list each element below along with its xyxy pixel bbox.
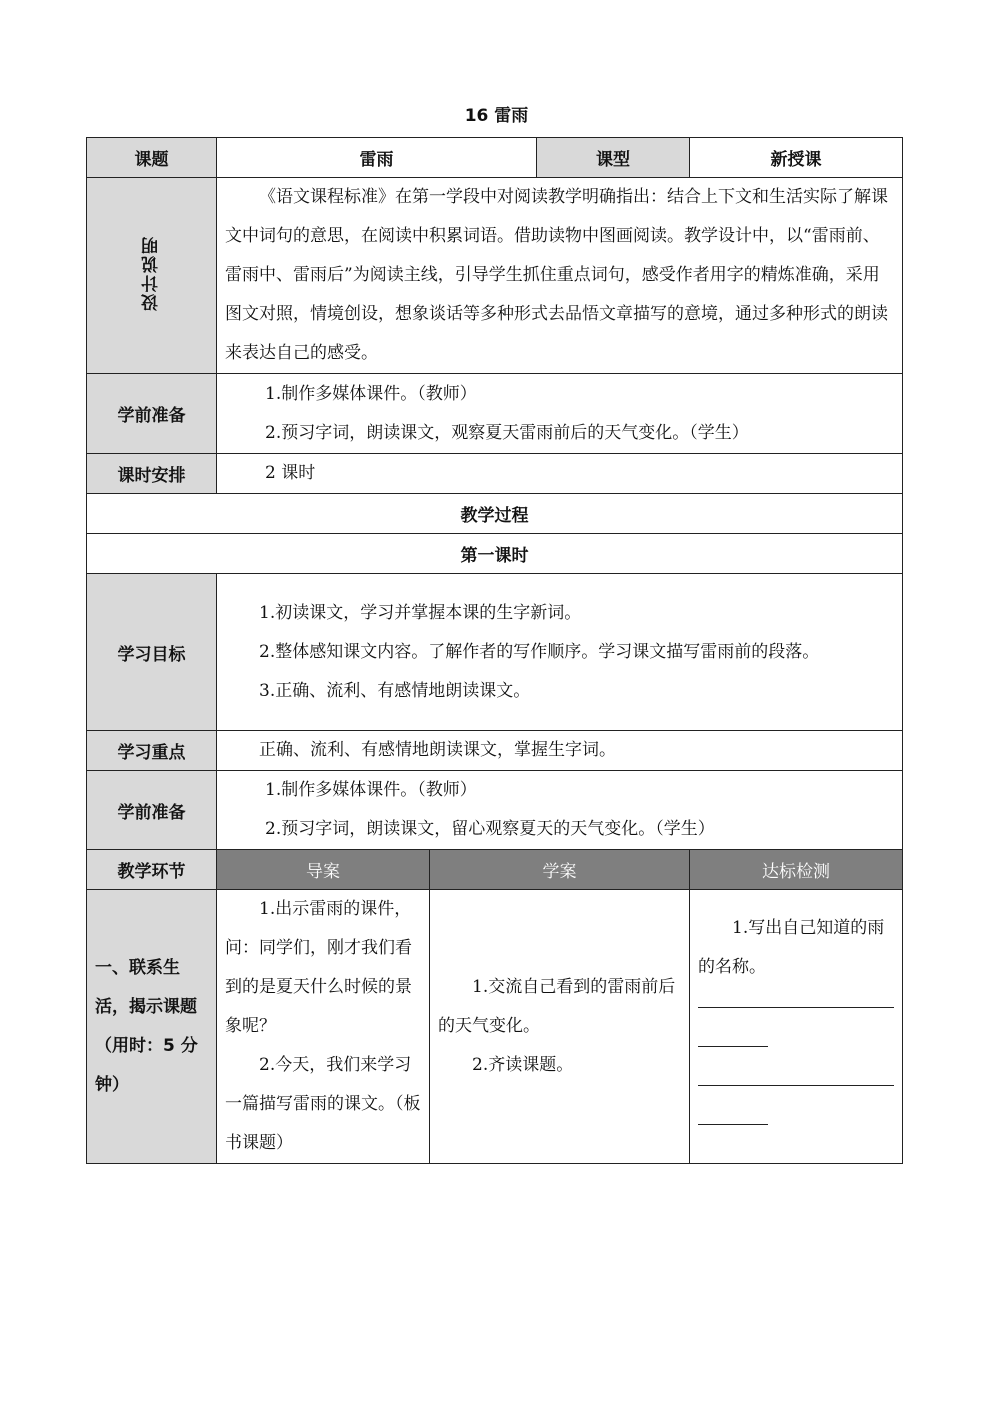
prep1-item: 2.预习字词，朗读课文，观察夏天雷雨前后的天气变化。（学生） <box>265 422 749 443</box>
prep1-item: 1.制作多媒体课件。（教师） <box>265 383 477 404</box>
schedule-cell <box>217 454 903 494</box>
goals-row <box>87 574 903 731</box>
design-row <box>87 178 903 374</box>
prep2-item: 1.制作多媒体课件。（教师） <box>265 780 477 800</box>
goal-item: 1.初读课文，学习并掌握本课的生字新词。 <box>259 602 582 623</box>
answer-blank-line[interactable] <box>698 1046 768 1047</box>
type-label: 课型 <box>537 138 690 178</box>
prep1-label: 学前准备 <box>87 374 217 454</box>
topic-value: 雷雨 <box>217 138 537 178</box>
prep2-row <box>87 771 903 850</box>
stage1-guide-cell <box>217 890 430 1164</box>
stage1-name: 一、联系生活，揭示课题（用时：5 分钟） <box>95 957 198 1095</box>
prep1-row <box>87 374 903 454</box>
schedule-row <box>87 454 903 494</box>
goal-item: 2.整体感知课文内容。了解作者的写作顺序。学习课文描写雷雨前的段落。 <box>259 641 820 662</box>
design-cell <box>217 178 903 374</box>
focus-cell <box>217 731 903 771</box>
column-study: 学案 <box>430 850 690 890</box>
answer-blank-line[interactable] <box>698 1085 894 1086</box>
lesson-title: 第一课时 <box>87 534 903 574</box>
stage1-guide-item: 2.今天，我们来学习一篇描写雷雨的课文。（板书课题） <box>225 1055 421 1153</box>
prep2-item: 2.预习字词，朗读课文，留心观察夏天的天气变化。（学生） <box>265 819 715 839</box>
column-check: 达标检测 <box>690 850 903 890</box>
column-guide: 导案 <box>217 850 430 890</box>
type-value: 新授课 <box>690 138 903 178</box>
goal-item: 3.正确、流利、有感情地朗读课文。 <box>259 680 531 701</box>
stage1-study-cell <box>430 890 690 1164</box>
stage1-study-item: 1.交流自己看到的雷雨前后的天气变化。 <box>438 977 676 1036</box>
design-label-cell <box>87 178 217 374</box>
schedule-label: 课时安排 <box>87 454 217 494</box>
columns-header-row <box>87 850 903 890</box>
stage1-row <box>87 890 903 1164</box>
stage1-name-cell <box>87 890 217 1164</box>
lesson-plan-table <box>86 137 903 1164</box>
prep2-label: 学前准备 <box>87 771 217 850</box>
focus-row <box>87 731 903 771</box>
design-label: 设计说明 <box>142 235 162 311</box>
stage1-study-item: 2.齐读课题。 <box>472 1055 574 1075</box>
topic-label: 课题 <box>87 138 217 178</box>
stage1-guide-item: 1.出示雷雨的课件，问：同学们，刚才我们看到的是夏天什么时候的景象呢？ <box>225 899 412 1036</box>
page-title: 16 雷雨 <box>464 106 529 126</box>
lesson-row <box>87 534 903 574</box>
topic-row <box>87 138 903 178</box>
stage1-check-cell <box>690 890 903 1164</box>
prep1-cell <box>217 374 903 454</box>
process-row <box>87 494 903 534</box>
focus-value: 正确、流利、有感情地朗读课文，掌握生字词。 <box>259 740 616 760</box>
process-title: 教学过程 <box>87 494 903 534</box>
answer-blank-line[interactable] <box>698 1007 894 1008</box>
focus-label: 学习重点 <box>87 731 217 771</box>
design-text: 《语文课程标准》在第一学段中对阅读教学明确指出：结合上下文和生活实际了解课文中词句的意思，在阅读中积累词语。借助读物中图画阅读。教学设计中，以“雷雨前、雷雨中、雷雨后”为阅读主线，引导学生抓住重点词句，感受作者用字的精炼准确，采用图文对照，情境创设，想象谈话等多种形式去品悟文章描写的意境，通过多种形式的朗读来表达自己的感受。 <box>225 187 888 363</box>
column-stage: 教学环节 <box>87 850 217 890</box>
prep2-cell <box>217 771 903 850</box>
schedule-value: 2 课时 <box>265 463 316 483</box>
goals-cell <box>217 574 903 731</box>
goals-label: 学习目标 <box>87 574 217 731</box>
answer-blank-line[interactable] <box>698 1124 768 1125</box>
stage1-check-item: 1.写出自己知道的雨的名称。 <box>698 918 885 977</box>
